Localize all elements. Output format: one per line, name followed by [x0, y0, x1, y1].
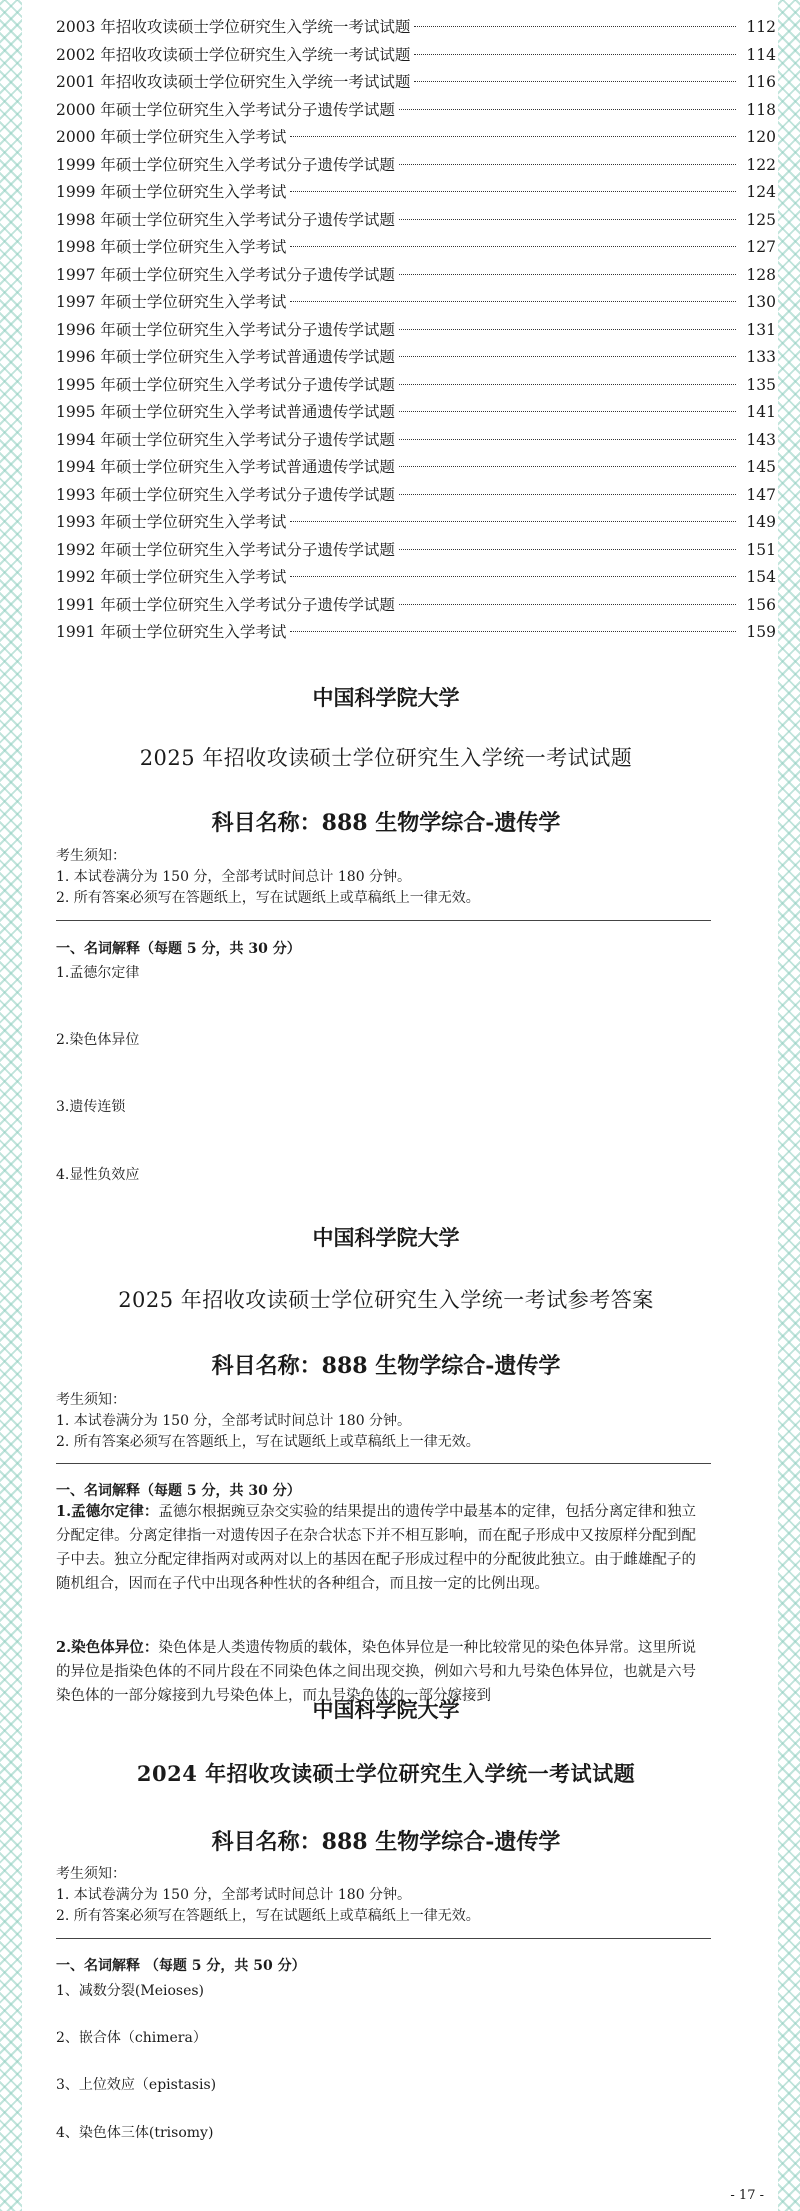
question: 4、染色体三体(trisomy): [56, 2125, 214, 2141]
toc-entry-page: 151: [746, 540, 776, 559]
question: 2.染色体异位: [56, 1032, 140, 1048]
toc-leader-dots: [290, 576, 736, 577]
toc-leader-dots: [290, 191, 736, 192]
toc-entry-page: 130: [746, 293, 776, 311]
subject-name: 科目名称：888 生物学综合-遗传学: [211, 1353, 561, 1379]
toc-leader-dots: [399, 439, 736, 440]
toc-entry-page: 127: [746, 238, 776, 256]
toc-entry-title: 2000 年硕士学位研究生入学考试分子遗传学试题: [56, 100, 395, 119]
exam-notes: [56, 846, 480, 909]
toc-leader-dots: [399, 466, 736, 467]
toc-entry-title: 1996 年硕士学位研究生入学考试分子遗传学试题: [56, 320, 395, 339]
toc-entry[interactable]: [56, 262, 776, 290]
toc-entry-page: 128: [746, 265, 776, 284]
toc-entry[interactable]: [56, 124, 776, 152]
toc-entry[interactable]: [56, 69, 776, 97]
toc-entry[interactable]: [56, 234, 776, 262]
toc-entry[interactable]: [56, 619, 776, 647]
toc-entry-title: 2002 年招收攻读硕士学位研究生入学统一考试试题: [56, 45, 411, 64]
toc-leader-dots: [399, 109, 736, 110]
toc-entry-page: 135: [746, 375, 776, 394]
question: 1.孟德尔定律: [56, 965, 140, 981]
document-page: [26, 0, 774, 2211]
toc-entry[interactable]: [56, 592, 776, 620]
question: 4.显性负效应: [56, 1167, 140, 1183]
toc-entry[interactable]: [56, 289, 776, 317]
note-line: 1. 本试卷满分为 150 分，全部考试时间总计 180 分钟。: [56, 1413, 412, 1429]
toc-entry-title: 2003 年招收攻读硕士学位研究生入学统一考试试题: [56, 18, 411, 36]
toc-entry-page: 114: [746, 45, 776, 64]
toc-entry-title: 1998 年硕士学位研究生入学考试分子遗传学试题: [56, 210, 395, 229]
section-heading: 一、名词解释（每题 5 分，共 30 分）: [56, 1483, 301, 1499]
divider: [56, 920, 711, 921]
note-line: 2. 所有答案必须写在答题纸上，写在试题纸上或草稿纸上一律无效。: [56, 1434, 480, 1450]
toc-entry-page: 118: [746, 100, 776, 119]
toc-leader-dots: [399, 604, 736, 605]
exam-title: 2025 年招收攻读硕士学位研究生入学统一考试参考答案: [118, 1288, 654, 1312]
subject-name: 科目名称：888 生物学综合-遗传学: [211, 810, 561, 836]
note-line: 2. 所有答案必须写在答题纸上，写在试题纸上或草稿纸上一律无效。: [56, 890, 480, 906]
toc-entry[interactable]: [56, 317, 776, 345]
toc-entry[interactable]: [56, 179, 776, 207]
question: 3、上位效应（epistasis): [56, 2077, 217, 2093]
notes-heading: 考生须知：: [56, 1392, 126, 1408]
notes-heading: 考生须知：: [56, 1866, 126, 1882]
section-heading: 一、名词解释（每题 5 分，共 30 分）: [56, 941, 301, 957]
toc-entry-title: 1994 年硕士学位研究生入学考试普通遗传学试题: [56, 458, 395, 476]
toc-leader-dots: [399, 219, 736, 220]
toc-entry-page: 149: [746, 513, 776, 531]
toc-entry-page: 131: [746, 320, 776, 339]
toc-entry-title: 1992 年硕士学位研究生入学考试分子遗传学试题: [56, 540, 395, 559]
toc-entry-page: 116: [746, 73, 776, 91]
toc-leader-dots: [399, 494, 736, 495]
toc-leader-dots: [414, 26, 736, 27]
university-name: 中国科学院大学: [312, 685, 460, 710]
toc-entry-page: 147: [746, 485, 776, 504]
question: 2、嵌合体（chimera）: [56, 2030, 207, 2046]
subject-name: 科目名称：888 生物学综合-遗传学: [211, 1829, 561, 1855]
toc-entry-page: 143: [746, 430, 776, 449]
toc-leader-dots: [399, 164, 736, 165]
toc-entry-title: 2001 年招收攻读硕士学位研究生入学统一考试试题: [56, 73, 411, 91]
toc-entry-page: 112: [746, 18, 776, 36]
toc-entry[interactable]: [56, 482, 776, 510]
toc-leader-dots: [399, 411, 736, 412]
toc-leader-dots: [414, 81, 736, 82]
toc-entry-page: 124: [746, 183, 776, 201]
toc-entry-title: 1991 年硕士学位研究生入学考试: [56, 623, 287, 641]
toc-entry[interactable]: [56, 97, 776, 125]
toc-entry-title: 1999 年硕士学位研究生入学考试: [56, 183, 287, 201]
toc-entry-title: 1992 年硕士学位研究生入学考试: [56, 568, 287, 586]
answer-text: 染色体是人类遗传物质的载体，染色体异位是一种比较常见的染色体异常。这里所说的异位是指染色体的不同片段在不同染色体之间出现交换，例如六号和九号染色体异位，也就是六号染色体的一部分嫁接到九号染色体上，而九号染色体的一部分嫁接到: [56, 1640, 696, 1704]
toc-entry-title: 1995 年硕士学位研究生入学考试普通遗传学试题: [56, 403, 395, 421]
toc-leader-dots: [399, 329, 736, 330]
toc-leader-dots: [290, 631, 736, 632]
page-number: - 17 -: [730, 2188, 764, 2203]
toc-entry-title: 1997 年硕士学位研究生入学考试分子遗传学试题: [56, 265, 395, 284]
toc-entry-page: 125: [746, 210, 776, 229]
toc-entry-page: 120: [746, 128, 776, 146]
note-line: 2. 所有答案必须写在答题纸上，写在试题纸上或草稿纸上一律无效。: [56, 1908, 480, 1924]
note-line: 1. 本试卷满分为 150 分，全部考试时间总计 180 分钟。: [56, 869, 412, 885]
toc-leader-dots: [399, 549, 736, 550]
toc-entry-page: 145: [746, 458, 776, 476]
toc-entry[interactable]: [56, 454, 776, 482]
university-name: 中国科学院大学: [312, 1225, 460, 1250]
toc-entry-title: 1997 年硕士学位研究生入学考试: [56, 293, 287, 311]
toc-entry-title: 1998 年硕士学位研究生入学考试: [56, 238, 287, 256]
toc-entry-page: 154: [746, 568, 776, 586]
toc-entry-title: 1994 年硕士学位研究生入学考试分子遗传学试题: [56, 430, 395, 449]
divider: [56, 1938, 711, 1939]
answer-term: 2.染色体异位：: [56, 1639, 159, 1656]
table-of-contents: [56, 14, 776, 647]
toc-entry-title: 1993 年硕士学位研究生入学考试分子遗传学试题: [56, 485, 395, 504]
university-name: 中国科学院大学: [312, 1697, 460, 1722]
answer-text: 孟德尔根据豌豆杂交实验的结果提出的遗传学中最基本的定律，包括分离定律和独立分配定律。分离定律指一对遗传因子在杂合状态下并不相互影响，而在配子形成中又按原样分配到配子中去。独立分配定律指两对或两对以上的基因在配子形成过程中的分配彼此独立。由于雌雄配子的随机组合，因而在子代中出现各种性状的各种组合，而且按一定的比例出现。: [56, 1504, 696, 1592]
toc-entry-title: 1996 年硕士学位研究生入学考试普通遗传学试题: [56, 348, 395, 366]
toc-entry-page: 141: [746, 403, 776, 421]
toc-entry[interactable]: [56, 207, 776, 235]
toc-entry-title: 1991 年硕士学位研究生入学考试分子遗传学试题: [56, 595, 395, 614]
toc-entry[interactable]: [56, 537, 776, 565]
toc-entry[interactable]: [56, 152, 776, 180]
toc-leader-dots: [399, 384, 736, 385]
toc-entry[interactable]: [56, 42, 776, 70]
answer-term: 1.孟德尔定律：: [56, 1503, 159, 1520]
question: 1、减数分裂(Meioses): [56, 1983, 205, 1999]
toc-entry-page: 156: [746, 595, 776, 614]
exam-title: 2024 年招收攻读硕士学位研究生入学统一考试试题: [136, 1761, 636, 1786]
notes-heading: 考生须知：: [56, 848, 126, 864]
toc-leader-dots: [290, 521, 736, 522]
toc-entry[interactable]: [56, 399, 776, 427]
answer-paragraph: [56, 1500, 696, 1636]
exam-title: 2025 年招收攻读硕士学位研究生入学统一考试试题: [139, 746, 633, 770]
toc-leader-dots: [414, 54, 736, 55]
toc-leader-dots: [290, 136, 736, 137]
toc-entry[interactable]: [56, 427, 776, 455]
toc-leader-dots: [399, 274, 736, 275]
toc-entry[interactable]: [56, 564, 776, 592]
toc-leader-dots: [399, 356, 736, 357]
toc-entry-page: 133: [746, 348, 776, 366]
toc-entry-page: 122: [746, 155, 776, 174]
decorative-border-left: [0, 0, 22, 2211]
toc-leader-dots: [290, 301, 736, 302]
toc-entry[interactable]: [56, 372, 776, 400]
section-heading: 一、名词解释 （每题 5 分，共 50 分）: [56, 1958, 306, 1974]
toc-entry-title: 1995 年硕士学位研究生入学考试分子遗传学试题: [56, 375, 395, 394]
note-line: 1. 本试卷满分为 150 分，全部考试时间总计 180 分钟。: [56, 1887, 412, 1903]
toc-entry[interactable]: [56, 509, 776, 537]
toc-entry-title: 1999 年硕士学位研究生入学考试分子遗传学试题: [56, 155, 395, 174]
exam-notes: [56, 1390, 480, 1453]
exam-notes: [56, 1864, 480, 1927]
toc-entry[interactable]: [56, 344, 776, 372]
toc-leader-dots: [290, 246, 736, 247]
question: 3.遗传连锁: [56, 1099, 126, 1115]
divider: [56, 1463, 711, 1464]
toc-entry[interactable]: [56, 14, 776, 42]
toc-entry-title: 2000 年硕士学位研究生入学考试: [56, 128, 287, 146]
toc-entry-page: 159: [746, 623, 776, 641]
decorative-border-right: [778, 0, 800, 2211]
toc-entry-title: 1993 年硕士学位研究生入学考试: [56, 513, 287, 531]
